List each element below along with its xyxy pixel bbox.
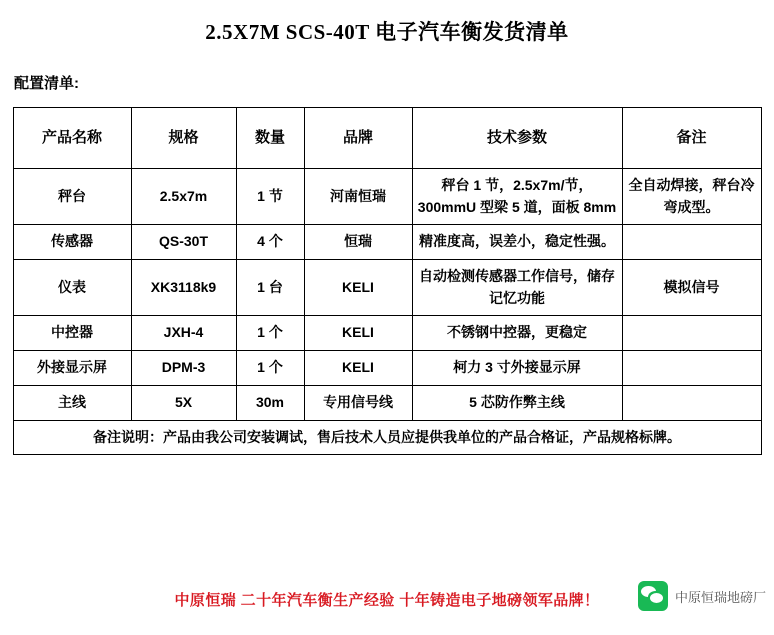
cell-quantity: 1 个 [236, 351, 304, 386]
cell-brand: 河南恒瑞 [304, 169, 412, 225]
cell-brand: 专用信号线 [304, 385, 412, 420]
cell-note [622, 351, 761, 386]
column-header-qty: 数量 [236, 108, 304, 169]
cell-spec: 2.5x7m [131, 169, 236, 225]
cell-spec: XK3118k9 [131, 260, 236, 316]
cell-brand: KELI [304, 316, 412, 351]
column-header-spec: 规格 [131, 108, 236, 169]
column-header-tech: 技术参数 [412, 108, 622, 169]
table-row [13, 169, 761, 225]
cell-spec: JXH-4 [131, 316, 236, 351]
cell-note [622, 225, 761, 260]
cell-note [622, 385, 761, 420]
cell-quantity: 1 节 [236, 169, 304, 225]
table-row [13, 260, 761, 316]
footer-slogan: 中原恒瑞 二十年汽车衡生产经验 十年铸造电子地磅领军品牌！ [174, 592, 600, 609]
wechat-account-name: 中原恒瑞地磅厂 [674, 589, 766, 605]
page-footer [0, 581, 774, 629]
cell-product-name: 主线 [13, 385, 131, 420]
cell-tech-params: 柯力 3 寸外接显示屏 [412, 351, 622, 386]
column-header-note: 备注 [622, 108, 761, 169]
table-header-row [13, 108, 761, 169]
cell-note: 模拟信号 [622, 260, 761, 316]
page-title: 2.5X7M SCS-40T 电子汽车衡发货清单 [205, 20, 569, 44]
remark-text: 备注说明：产品由我公司安装调试，售后技术人员应提供我单位的产品合格证，产品规格标牌。 [13, 420, 761, 455]
cell-product-name: 中控器 [13, 316, 131, 351]
cell-product-name: 仪表 [13, 260, 131, 316]
cell-tech-params: 5 芯防作弊主线 [412, 385, 622, 420]
cell-tech-params: 自动检测传感器工作信号，储存记忆功能 [412, 260, 622, 316]
wechat-account-block [638, 581, 766, 611]
column-header-name: 产品名称 [13, 108, 131, 169]
cell-brand: KELI [304, 351, 412, 386]
configuration-table [13, 107, 762, 455]
table-row [13, 316, 761, 351]
cell-product-name: 外接显示屏 [13, 351, 131, 386]
table-row [13, 351, 761, 386]
cell-quantity: 30m [236, 385, 304, 420]
cell-tech-params: 不锈钢中控器，更稳定 [412, 316, 622, 351]
cell-brand: KELI [304, 260, 412, 316]
cell-note [622, 316, 761, 351]
cell-brand: 恒瑞 [304, 225, 412, 260]
cell-note: 全自动焊接，秤台冷弯成型。 [622, 169, 761, 225]
cell-tech-params: 秤台 1 节，2.5x7m/节，300mmU 型梁 5 道，面板 8mm [412, 169, 622, 225]
wechat-icon [638, 581, 668, 611]
cell-product-name: 传感器 [13, 225, 131, 260]
cell-spec: DPM-3 [131, 351, 236, 386]
column-header-brand: 品牌 [304, 108, 412, 169]
cell-quantity: 4 个 [236, 225, 304, 260]
table-row [13, 225, 761, 260]
table-row [13, 385, 761, 420]
cell-quantity: 1 个 [236, 316, 304, 351]
table-remark-row [13, 420, 761, 455]
cell-spec: 5X [131, 385, 236, 420]
cell-spec: QS-30T [131, 225, 236, 260]
cell-product-name: 秤台 [13, 169, 131, 225]
section-subtitle: 配置清单: [14, 75, 79, 92]
cell-quantity: 1 台 [236, 260, 304, 316]
cell-tech-params: 精准度高，误差小，稳定性强。 [412, 225, 622, 260]
